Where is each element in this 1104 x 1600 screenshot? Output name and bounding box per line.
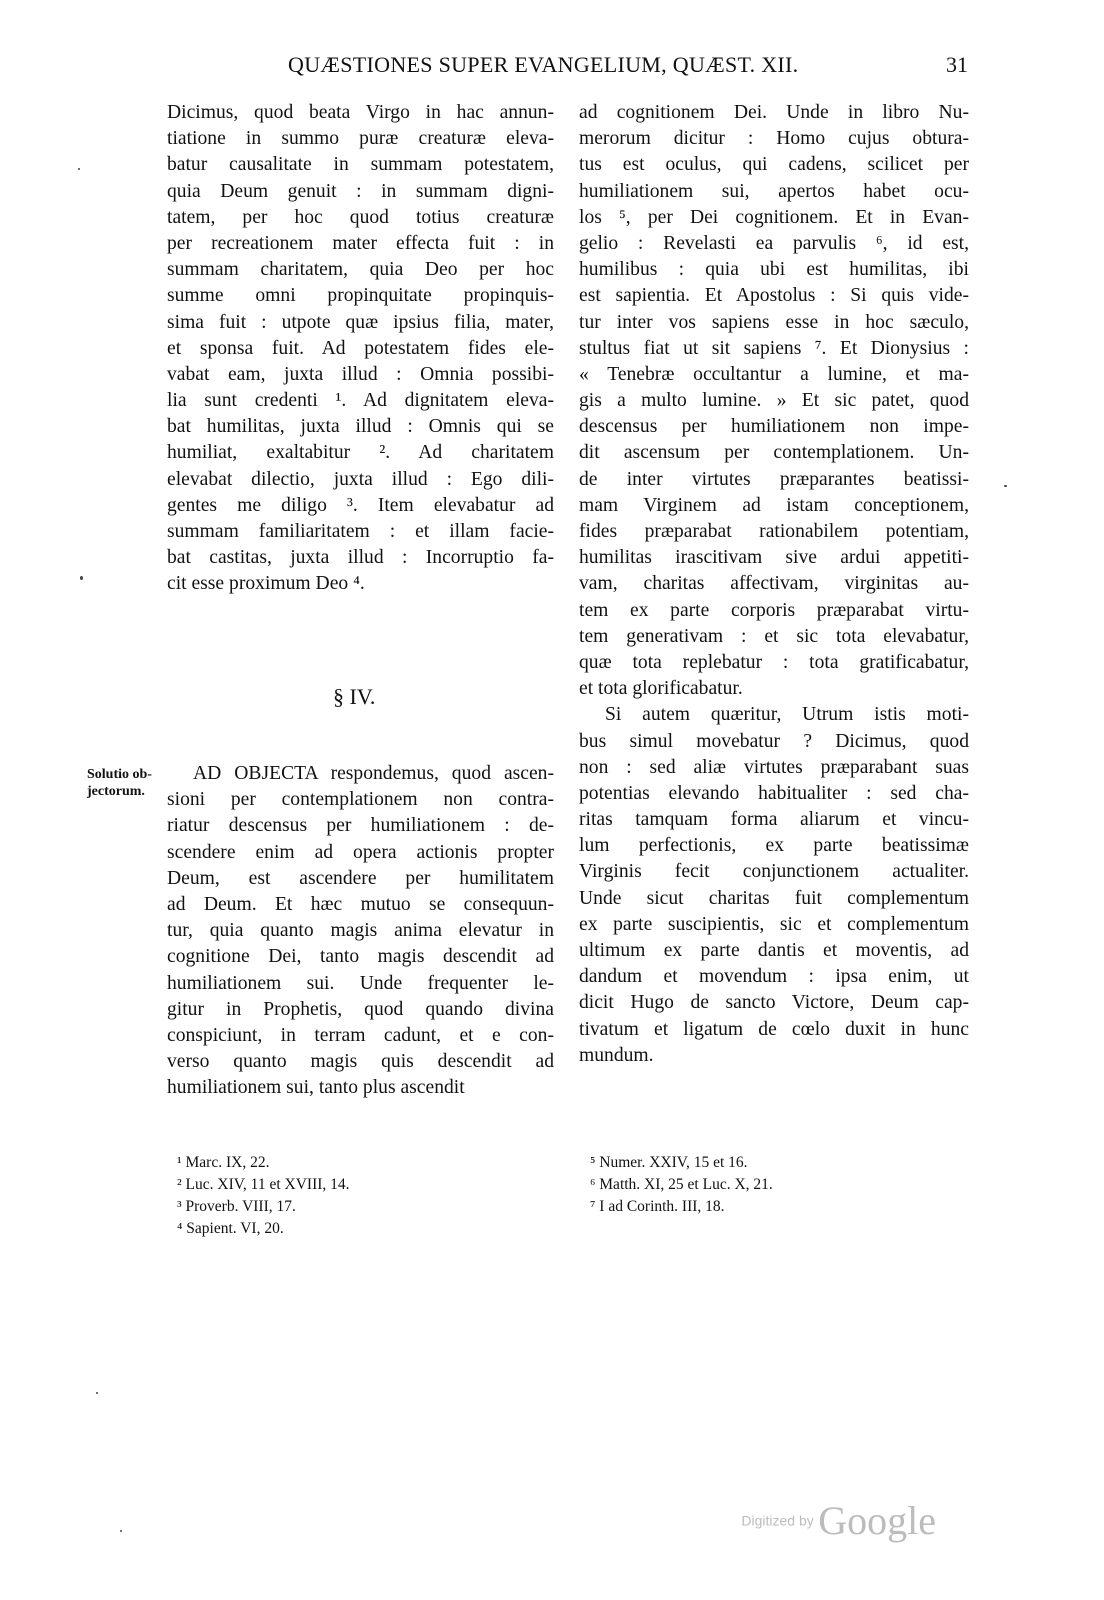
text-line: mundum. [579, 1044, 654, 1066]
footnotes-left [177, 1152, 350, 1240]
text-line: humiliat, exaltabitur ². Ad charitatem [167, 442, 554, 464]
section-heading: § IV. [333, 684, 376, 709]
margin-note [87, 766, 152, 800]
text-line: summe omni propinquitate propinquis- [167, 285, 554, 307]
footnotes-right [590, 1152, 773, 1218]
text-line: Dicimus, quod beata Virgo in hac annun- [167, 102, 554, 123]
scan-speck [1004, 485, 1007, 487]
text-line: ex parte suscipientis, sic et complementum [579, 913, 969, 935]
text-line: tur, quia quanto magis anima elevatur in [167, 920, 554, 942]
text-line: cognitione Dei, tanto magis descendit ad [167, 946, 554, 968]
text-line: scendere enim ad opera actionis propter [167, 841, 554, 863]
right-column-text [579, 100, 969, 1069]
footnote: ¹ Marc. IX, 22. [177, 1154, 270, 1171]
text-line: gitur in Prophetis, quod quando divina [167, 998, 554, 1020]
text-line: batur causalitate in summam potestatem, [167, 154, 554, 176]
left-column-text [167, 100, 554, 598]
text-line: potentias elevando habitualiter : sed cha- [579, 782, 969, 804]
scan-speck [80, 576, 83, 580]
text-line: elevabat dilectio, juxta illud : Ego dili- [167, 468, 554, 490]
text-line: sima fuit : utpote quæ ipsius filia, mater, [167, 311, 554, 333]
text-line: et tota glorificabatur. [579, 678, 743, 700]
text-line: AD OBJECTA respondemus, quod ascen- [193, 763, 554, 784]
text-line: de inter virtutes præparantes beatissi- [579, 468, 969, 490]
footnote: ³ Proverb. VIII, 17. [177, 1198, 296, 1215]
text-line: humiliationem sui, tanto plus ascendit [167, 1077, 465, 1099]
running-header [288, 52, 968, 86]
text-line: sioni per contemplationem non contra- [167, 789, 554, 811]
footnote: ⁴ Sapient. VI, 20. [177, 1220, 284, 1237]
text-line: tus est oculus, qui cadens, scilicet per [579, 154, 969, 176]
text-line: tur inter vos sapiens esse in hoc sæculo, [579, 311, 969, 333]
text-line: per recreationem mater effecta fuit : in [167, 232, 554, 254]
text-line: ad cognitionem Dei. Unde in libro Nu- [579, 102, 969, 123]
footnote: ² Luc. XIV, 11 et XVIII, 14. [177, 1176, 350, 1193]
text-line: los ⁵, per Dei cognitionem. Et in Evan- [579, 206, 969, 228]
text-line: descensus per humiliationem non impe- [579, 416, 969, 438]
text-line: stultus fiat ut sit sapiens ⁷. Et Dionysius : [579, 337, 969, 359]
text-line: Virginis fecit conjunctionem actualiter. [579, 861, 969, 883]
text-line: bus simul movebatur ? Dicimus, quod [579, 730, 969, 752]
text-line: quia Deum genuit : in summam digni- [167, 180, 554, 202]
text-line: bat humilitas, juxta illud : Omnis qui se [167, 416, 554, 438]
text-line: dandum et movendum : ipsa enim, ut [579, 966, 969, 988]
text-line: tem generativam : et sic tota elevabatur, [579, 625, 969, 647]
text-line: non : sed aliæ virtutes præparabant suas [579, 756, 969, 778]
text-line: gentes me diligo ³. Item elevabatur ad [167, 494, 554, 516]
text-line: lum perfectionis, ex parte beatissimæ [579, 835, 969, 857]
text-line: et sponsa fuit. Ad potestatem fides ele- [167, 337, 554, 359]
text-line: tem ex parte corporis præparabat virtu- [579, 599, 969, 621]
text-line: bat castitas, juxta illud : Incorruptio fa- [167, 547, 554, 569]
margin-note-line: Solutio ob- [87, 767, 152, 782]
digitized-watermark [741, 1497, 936, 1544]
text-line: ultimum ex parte dantis et moventis, ad [579, 940, 969, 961]
scan-speck [120, 1530, 122, 1532]
text-line: humiliationem sui. Unde frequenter le- [167, 972, 554, 994]
text-line: summam familiaritatem : et illam facie- [167, 521, 554, 542]
text-line: mam Virginem ad istam conceptionem, [579, 494, 969, 516]
text-line: cit esse proximum Deo ⁴. [167, 573, 365, 595]
left-column-section-text [167, 761, 554, 1101]
text-line: vabat eam, juxta illud : Omnia possibi- [167, 363, 554, 385]
text-line: Unde sicut charitas fuit complementum [579, 887, 969, 909]
text-line: tivatum et ligatum de cœlo duxit in hunc [579, 1018, 969, 1040]
text-line: gis a multo lumine. » Et sic patet, quod [579, 390, 969, 412]
text-line: dit ascensum per contemplationem. Un- [579, 442, 969, 464]
text-line: vam, charitas affectivam, virginitas au- [579, 573, 969, 595]
text-line: lia sunt credenti ¹. Ad dignitatem eleva- [167, 390, 554, 412]
watermark-brand-logo: Google [818, 1498, 936, 1543]
footnote: ⁵ Numer. XXIV, 15 et 16. [590, 1154, 748, 1171]
watermark-digitized-text: Digitized by [741, 1512, 814, 1529]
text-line: humilibus : quia ubi est humilitas, ibi [579, 259, 969, 281]
running-title: QUÆSTIONES SUPER EVANGELIUM, QUÆST. XII. [288, 52, 799, 77]
footnote: ⁶ Matth. XI, 25 et Luc. X, 21. [590, 1176, 773, 1193]
scan-speck [96, 1392, 98, 1394]
text-line: humiliationem sui, apertos habet ocu- [579, 180, 969, 202]
text-line: tatem, per hoc quod totius creaturæ [167, 206, 554, 228]
text-line: ritas tamquam forma aliarum et vincu- [579, 809, 969, 831]
text-line: riatur descensus per humiliationem : de- [167, 815, 554, 837]
text-line: dicit Hugo de sancto Victore, Deum cap- [579, 992, 969, 1014]
text-line: Si autem quæritur, Utrum istis moti- [605, 704, 969, 726]
footnote: ⁷ I ad Corinth. III, 18. [590, 1198, 725, 1215]
text-line: quæ tota replebatur : tota gratificabatur, [579, 651, 969, 673]
text-line: gelio : Revelasti ea parvulis ⁶, id est, [579, 232, 969, 254]
text-line: fides præparabat rationabilem potentiam, [579, 521, 969, 542]
text-line: verso quanto magis quis descendit ad [167, 1051, 554, 1073]
text-line: tiatione in summo puræ creaturæ eleva- [167, 128, 554, 150]
text-line: summam charitatem, quia Deo per hoc [167, 259, 554, 281]
text-line: humilitas irascitivam sive ardui appetiti- [579, 547, 969, 569]
page-number: 31 [946, 52, 968, 77]
text-line: conspiciunt, in terram cadunt, et e con- [167, 1024, 554, 1046]
margin-note-line: jectorum. [87, 784, 145, 799]
text-line: Deum, est ascendere per humilitatem [167, 867, 554, 889]
scan-speck [78, 168, 80, 170]
text-line: ad Deum. Et hæc mutuo se consequun- [167, 893, 554, 915]
text-line: « Tenebræ occultantur a lumine, et ma- [579, 363, 969, 385]
text-line: merorum dicitur : Homo cujus obtura- [579, 128, 969, 150]
text-line: est sapientia. Et Apostolus : Si quis vide- [579, 285, 969, 307]
